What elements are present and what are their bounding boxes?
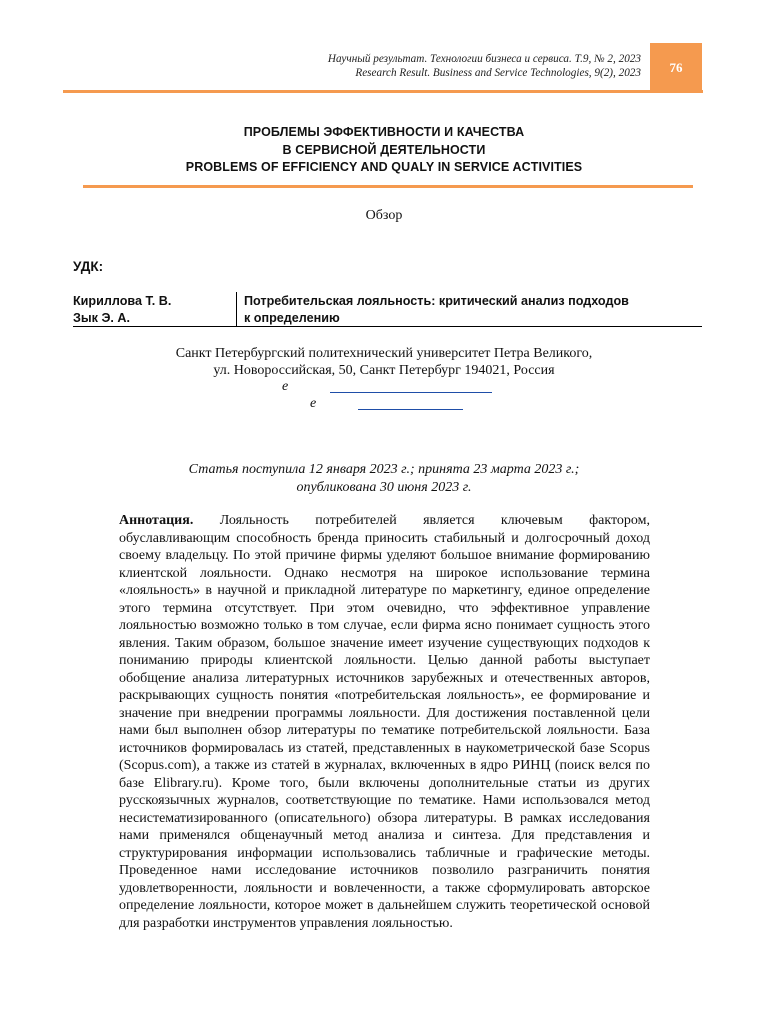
affiliation-line2: ул. Новороссийская, 50, Санкт Петербург 194021, Россия (213, 363, 555, 378)
dates-line2: опубликована 30 июня 2023 г. (296, 480, 472, 495)
page-number-badge: 76 (650, 43, 702, 92)
section-title (0, 124, 768, 177)
affiliation (0, 345, 768, 379)
journal-header (0, 52, 641, 80)
dates-line1: Статья поступила 12 января 2023 г.; принята 23 марта 2023 г.; (188, 462, 580, 477)
section-title-ru-line1: ПРОБЛЕМЫ ЭФФЕКТИВНОСТИ И КАЧЕСТВА (243, 125, 525, 139)
journal-name-ru: Научный результат. Технологии бизнеса и сервиса. Т.9, № 2, 2023 (327, 53, 641, 65)
journal-name-en: Research Result. Business and Service Technologies, 9(2), 2023 (355, 67, 641, 79)
header-divider (63, 90, 703, 93)
abstract-label: Аннотация. (119, 513, 194, 528)
abstract-text: Лояльность потребителей является ключевым фактором, обуславливающим способность бренда приносить стабильный и долгосрочный доход своему владельцу. По этой причине фирмы уделяют большое внимание формированию клиентской лояльности. Однако несмотря на широкое использование термина «лояльность» в научной и прикладной литературе по маркетингу, единое определение этого термина отсутствует. При этом очевидно, что эффективное управление лояльностью возможно только в том случае, если фирма ясно понимает сущность этого явления. Таким образом, большое значение имеет изучение существующих подходов к пониманию природы клиентской лояльности. Целью данной работы выступает обобщение анализа литературных источников зарубежных и отечественных авторов, раскрывающих сущность понятия «потребительская лояльность», ее формирование и значение при внедрении программы лояльности. Для достижения поставленной цели нами был выполнен обзор литературы по тематике потребительской лояльности. База источников формировалась из статей, представленных в наукометрической базе Scopus (Scopus.com), а также из статей в журналах, включенных в ядро РИНЦ (поиск велся по базе Elibrary.ru). Кроме того, были включены дополнительные статьи из других русскоязычных журналов, соответствующие по тематике. Нами использовался метод несистематизированного (описательного) обзора литературы. В рамках исследования нами применялся общенаучный метод анализа и синтеза. Для представления и структурирования информации использовались табличные и графические методы. Проведенное нами исследование источников позволило разграничить понятия удовлетворенности, лояльности и вовлеченности, а также сформулировать авторское определение лояльности, которое может в дальнейшем служить теоретической основой для разработки инструментов управления лояльностью. (119, 513, 651, 931)
article-type: Обзор (365, 208, 403, 223)
udk-label: УДК: (73, 259, 104, 274)
email-link-1[interactable] (330, 392, 492, 393)
section-title-en: PROBLEMS OF EFFICIENCY AND QUALY IN SERVICE ACTIVITIES (185, 160, 583, 174)
email-row-1 (282, 379, 494, 396)
email-link-2[interactable] (358, 409, 463, 410)
email-row-2 (310, 396, 466, 413)
author-name: Кириллова Т. В. (73, 294, 172, 308)
article-title-line1: Потребительская лояльность: критический анализ подходов (244, 294, 629, 308)
column-divider (236, 292, 237, 326)
publication-dates (0, 461, 768, 497)
abstract (119, 512, 650, 932)
section-title-ru-line2: В СЕРВИСНОЙ ДЕЯТЕЛЬНОСТИ (282, 142, 486, 157)
author-name: Зык Э. А. (73, 310, 130, 325)
author-table-rule (73, 326, 702, 327)
email-label: e (310, 396, 317, 411)
article-title (244, 293, 702, 326)
section-divider (83, 185, 693, 188)
affiliation-line1: Санкт Петербургский политехнический университет Петра Великого, (175, 346, 593, 361)
email-label: e (282, 379, 289, 394)
author-list (73, 293, 235, 326)
article-title-line2: к определению (244, 310, 340, 325)
